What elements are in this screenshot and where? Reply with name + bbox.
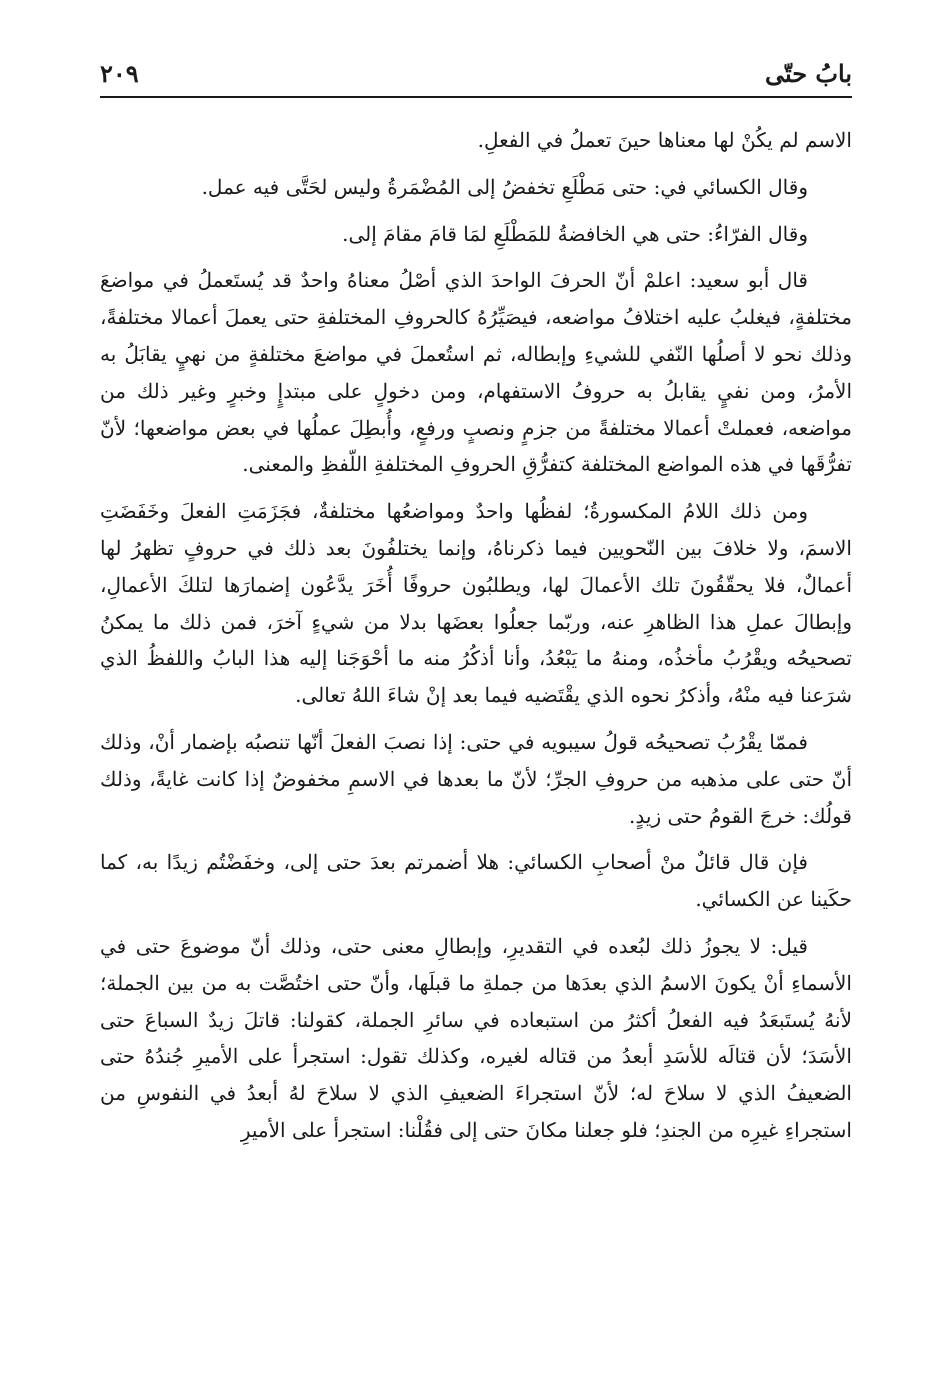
paragraph: وقال الفرّاءُ: حتى هي الخافضةُ للمَطْلَعِ لمَا قامَ مقامَ إلى.	[342, 221, 808, 246]
paragraph: الاسم لم يكُنْ لها معناها حينَ تعملُ في الفعلِ.	[477, 128, 852, 152]
paragraph: وقال الكسائي في: حتى مَطْلَعِ تخفضُ إلى المُضْمَرةُ وليس لحَتَّى فيه عمل.	[201, 174, 808, 199]
paragraph: فإن قال قائلٌ منْ أصحابِ الكسائي: هلا أضمرتم بعدَ حتى إلى، وخفَضْتُم زيدًا به، كما حكَينا عن الكسائي.	[100, 850, 852, 912]
page-number: ٢٠٩	[100, 59, 139, 88]
chapter-title: بابُ حتّى	[764, 59, 852, 88]
header-rule	[100, 96, 852, 98]
paragraph: قال أبو سعيد: اعلمْ أنّ الحرفَ الواحدَ الذي أصْلُ معناهُ واحدٌ قد يُستَعملُ في مواضعَ مختلفةٍ، فيغلبُ عليه اختلافُ مواضعه، فيصَيِّرُهُ كالحروفِ المختلفةِ حتى يعملَ أعمالا مختلفةً، وذلك نحو لا أصلُها النّفي للشيءِ وإبطاله، ثم استُعملَ في مواضعَ مختلفةٍ من نهيٍ يقابَلُ به الأمرُ، ومن نفيٍ يقابلُ به حروفُ الاستفهام، ومن دخولٍ على مبتدإٍ وخبرٍ وغير ذلك من مواضعه، فعملتْ أعمالا مختلفةً من جزمٍ ونصبٍ ورفعٍ، وأُبطِلَ عملُها في بعض مواضعها؛ لأنّ تفرُّقَها في هذه المواضع المختلفة كتفرُّقِ الحروفِ المختلفةِ اللّفظِ والمعنى.	[100, 268, 852, 477]
paragraph: فممّا يقْرُبُ تصحيحُه قولُ سيبويه في حتى: إذا نصبَ الفعلَ أنّها تنصبُه بإضمار أنْ، وذلك أنّ حتى على مذهبه من حروفِ الجرِّ؛ لأنّ ما بعدها في الاسمِ مخفوضٌ إذا كانت غايةً، وذلك قولُك: خرجَ القومُ حتى زيدٍ.	[100, 729, 852, 828]
paragraph: ومن ذلك اللامُ المكسورةُ؛ لفظُها واحدٌ ومواضعُها مختلفةٌ، فجَزَمَتِ الفعلَ وخَفَضَتِ الاسمَ، ولا خلافَ بين النّحويين فيما ذكرناهُ، وإنما يختلفُونَ بعد ذلك في حروفٍ تظهرُ لها أعمالٌ، فلا يحقّقُونَ تلك الأعمالَ لها، ويطلبُون حروفًا أُخَرَ يدَّعُون إضمارَها لتلكَ الأعمالِ، وإبطالَ عملِ هذا الظاهرِ عنه، وربّما جعلُوا بعضَها بدلا من شيءٍ آخرَ، فمن ذلك ما يمكنُ تصحيحُه ويقْرُبُ مأخذُه، ومنهُ ما يَبْعُدُ، وأنا أذكُرُ منه ما أحْوَجَنا إليه هذا البابُ واللفظُ الذي شرَعنا فيه منْهُ، وأذكرُ نحوه الذي يقْتَضيه فيما بعد إنْ شاءَ اللهُ تعالى.	[100, 499, 852, 708]
running-header	[100, 52, 852, 88]
paragraph: قيل: لا يجوزُ ذلك لبُعده في التقديرِ، وإبطالِ معنى حتى، وذلك أنّ موضوعَ حتى في الأسماءِ أنْ يكونَ الاسمُ الذي بعدَها من جملةِ ما قبلَها، وأنّ حتى اختُصَّت به من بين الجملة؛ لأنهُ يُستَبعَدُ فيه الفعلُ أكثرُ من استبعاده في سائرِ الجملة، كقولنا: قاتلَ زيدٌ السباعَ حتى الأسَدَ؛ لأن قتالَه للأسَدِ أبعدُ من قتاله لغيره، وكذلك تقول: استجرأ على الأميرِ جُندُهُ حتى الضعيفُ الذي لا سلاحَ له؛ لأنّ استجراءَ الضعيفِ الذي لا سلاحَ لهُ أبعدُ في النفوسِ من استجراءِ غيرِه من الجندِ؛ فلو جعلنا مكانَ حتى إلى فقُلْنا: استجرأ على الأميرِ	[100, 933, 852, 1142]
body-text	[100, 122, 852, 1159]
